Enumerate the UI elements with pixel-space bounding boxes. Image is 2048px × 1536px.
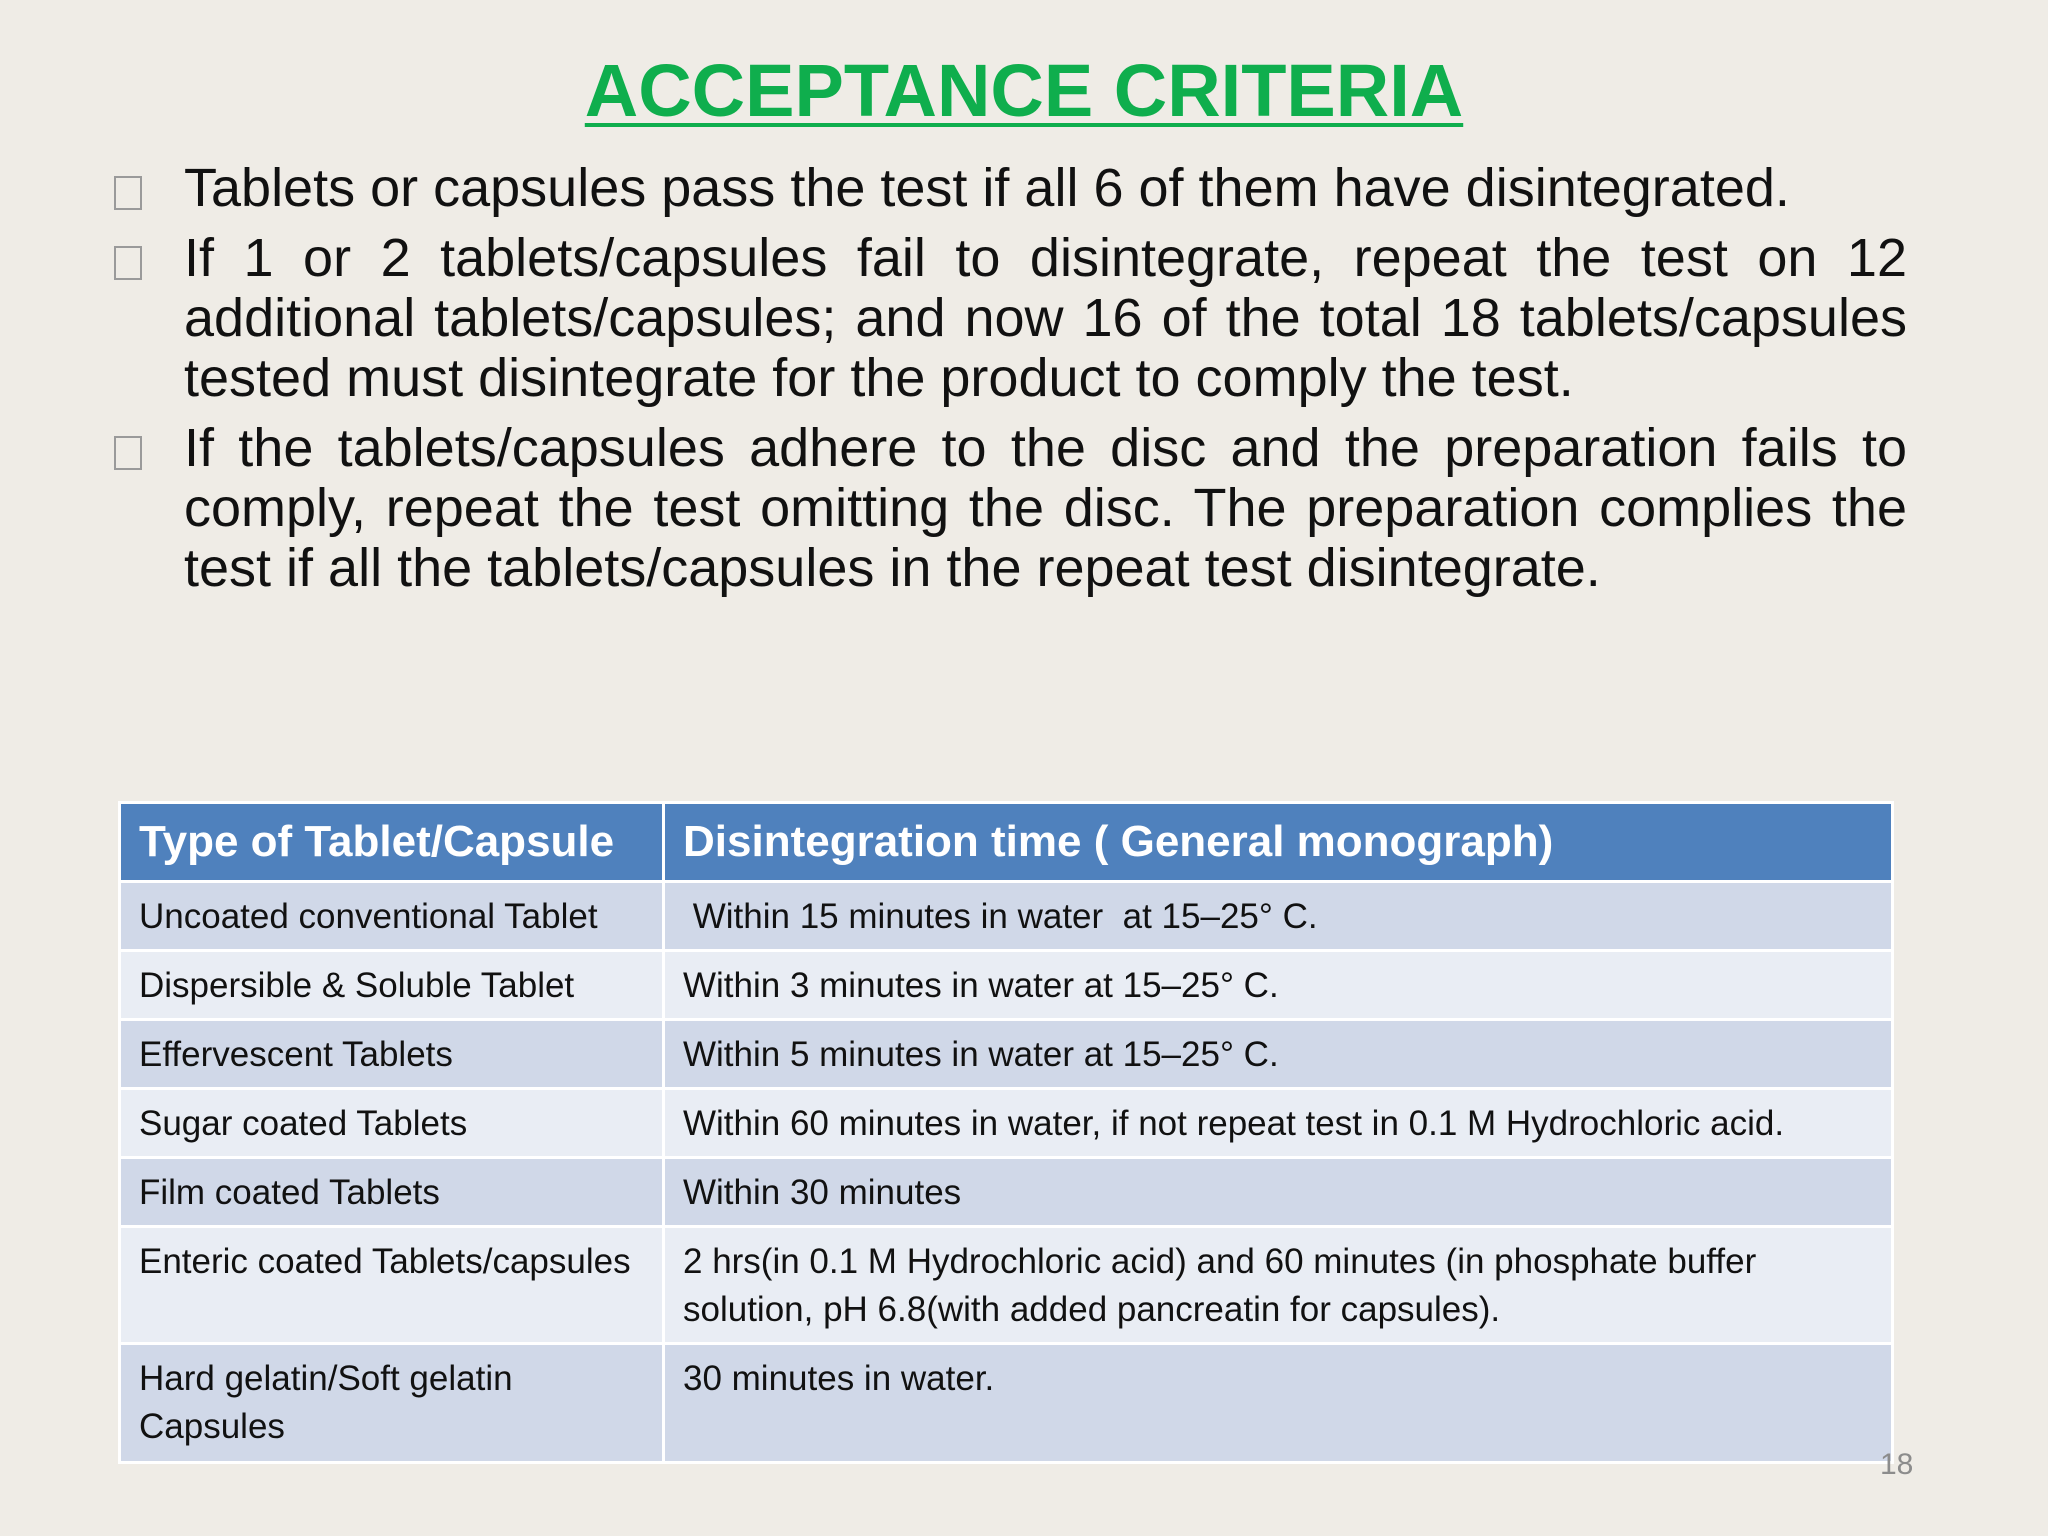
slide-title: ACCEPTANCE CRITERIA	[584, 49, 1464, 132]
bullet-text: Tablets or capsules pass the test if all 6 of them have disintegrated.	[184, 158, 1790, 218]
table-cell-type: Effervescent Tablets	[120, 1020, 664, 1089]
table-cell-time: Within 3 minutes in water at 15–25° C.	[664, 951, 1893, 1020]
table-cell-type: Hard gelatin/Soft gelatin Capsules	[120, 1344, 664, 1463]
checkbox-square-icon	[114, 176, 142, 210]
bullet-list	[112, 158, 1907, 608]
table-cell-type: Sugar coated Tablets	[120, 1089, 664, 1158]
page-number: 18	[1880, 1448, 1914, 1481]
bullet-item	[112, 228, 1907, 408]
table-row	[120, 1089, 1893, 1158]
checkbox-square-icon	[114, 246, 142, 280]
checkbox-square-icon	[114, 436, 142, 470]
bullet-text: If 1 or 2 tablets/capsules fail to disintegrate, repeat the test on 12 additional tablets/capsules; and now 16 of the total 18 tablets/capsules tested must disintegrate for the product to comply the test.	[184, 228, 1907, 408]
table-row	[120, 1344, 1893, 1463]
table-cell-type: Dispersible & Soluble Tablet	[120, 951, 664, 1020]
table-header-time: Disintegration time ( General monograph)	[664, 803, 1893, 882]
table-cell-time: Within 60 minutes in water, if not repeat test in 0.1 M Hydrochloric acid.	[664, 1089, 1893, 1158]
table-row	[120, 882, 1893, 951]
table-cell-time: Within 5 minutes in water at 15–25° C.	[664, 1020, 1893, 1089]
table-header-row	[120, 803, 1893, 882]
bullet-text: If the tablets/capsules adhere to the disc and the preparation fails to comply, repeat the test omitting the disc. The preparation complies the test if all the tablets/capsules in the repeat test disintegrate.	[184, 418, 1907, 598]
table-cell-time: Within 15 minutes in water at 15–25° C.	[664, 882, 1893, 951]
table-cell-type: Film coated Tablets	[120, 1158, 664, 1227]
table-cell-time: 30 minutes in water.	[664, 1344, 1893, 1463]
table-row	[120, 1227, 1893, 1344]
table-cell-time: Within 30 minutes	[664, 1158, 1893, 1227]
table-cell-time: 2 hrs(in 0.1 M Hydrochloric acid) and 60 minutes (in phosphate buffer solution, pH 6.8(with added pancreatin for capsules).	[664, 1227, 1893, 1344]
table-row	[120, 1020, 1893, 1089]
table-cell-type: Enteric coated Tablets/capsules	[120, 1227, 664, 1344]
table-row	[120, 951, 1893, 1020]
table-header-type: Type of Tablet/Capsule	[120, 803, 664, 882]
disintegration-table	[118, 801, 1894, 1464]
table-row	[120, 1158, 1893, 1227]
table-cell-type: Uncoated conventional Tablet	[120, 882, 664, 951]
bullet-item	[112, 158, 1907, 218]
bullet-item	[112, 418, 1907, 598]
